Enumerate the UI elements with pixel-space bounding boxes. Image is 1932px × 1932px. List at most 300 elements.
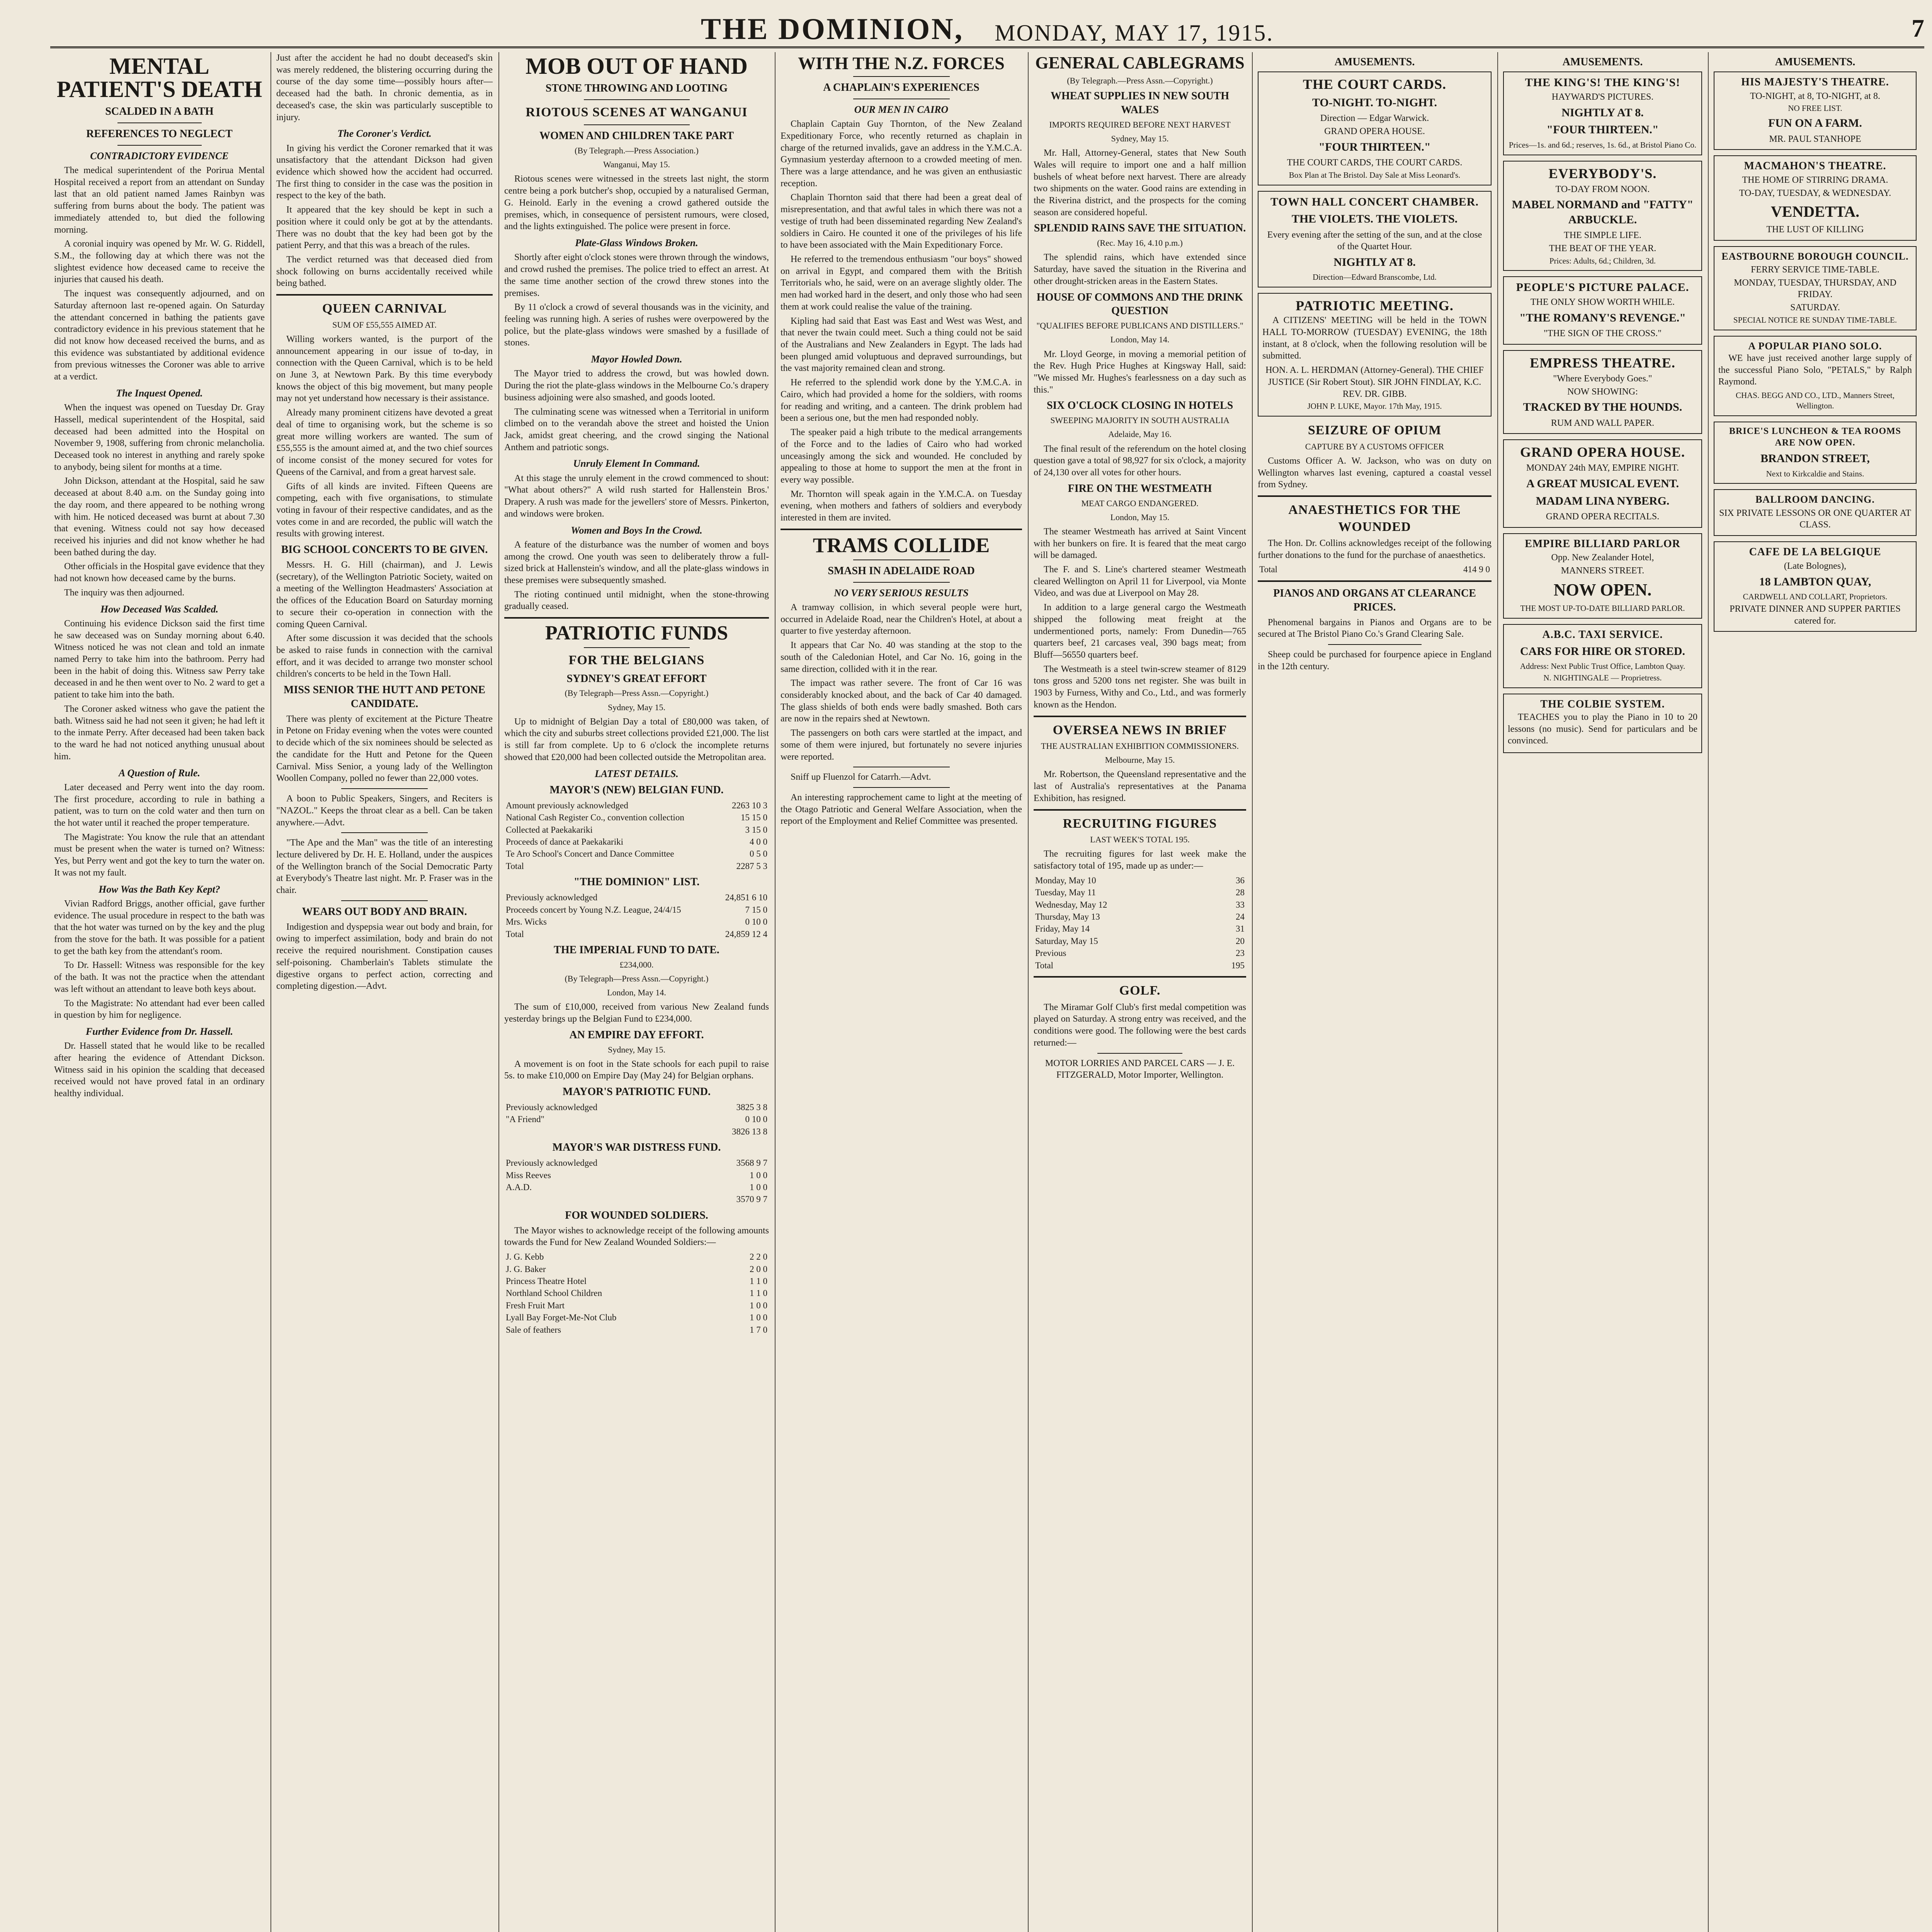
dateline: London, May 15. [1110, 512, 1170, 522]
advert-line: GRAND OPERA RECITALS. [1546, 511, 1660, 522]
advert-line: FUN ON A FARM. [1768, 117, 1862, 130]
article-paragraph: Continuing his evidence Dickson said the first time he saw deceased was on Sunday morning about 6.40. Witness noticed he was not clean and told an inmate named Perry to take him into the bathroom. Perry had been in the habit of doing this. Witness saw Perry take deceased in and he then went over to No. 2 ward to get a patient to take him into the bath. [54, 618, 265, 700]
dateline: London, May 14. [1110, 335, 1170, 345]
article-paragraph: Customs Officer A. W. Jackson, who was on duty on Wellington wharves last evening, captured a coastal vessel from Sydney. [1258, 456, 1492, 490]
donor-name: "A Friend" [506, 1114, 544, 1124]
advert-line: "FOUR THIRTEEN." [1318, 140, 1431, 153]
article-paragraph: Mr. Lloyd George, in moving a memorial petition of the Rev. Hugh Price Hughes at Kingsway Hall, said: "We missed Mr. Hughes's fearlessness on a day such as this." [1034, 349, 1246, 395]
table-total-row: Total 414 9 0 [1258, 563, 1492, 575]
donor-amount: 3 15 0 [745, 825, 767, 835]
advert-title: EASTBOURNE BOROUGH COUNCIL. [1721, 250, 1909, 262]
table-row [1034, 874, 1246, 886]
anaesthetics-table [1258, 563, 1492, 575]
advert-line: THE LUST OF KILLING [1766, 224, 1864, 235]
article-paragraph: The sum of £10,000, received from various New Zealand funds yesterday brings up the Belgian Fund to £234,000. [504, 1002, 769, 1024]
divider [1328, 644, 1422, 645]
deck: "QUALIFIES BEFORE PUBLICANS AND DISTILLERS." [1036, 321, 1243, 331]
divider [584, 647, 690, 648]
table-total-row: Total 2287 5 3 [504, 860, 769, 872]
advert-empress [1503, 350, 1702, 434]
advert-line: VENDETTA. [1770, 202, 1860, 220]
war-distress-table [504, 1157, 769, 1206]
table-row [504, 1263, 769, 1275]
advert-line: CHAS. BEGG AND CO., LTD., Manners Street, Wellington. [1735, 390, 1895, 410]
deck: OUR MEN IN CAIRO [854, 104, 949, 115]
advert-line: TO-DAY FROM NOON. [1555, 184, 1650, 194]
headline-queen-carnival: QUEEN CARNIVAL [322, 301, 447, 316]
advert-line: Address: Next Public Trust Office, Lambton Quay. [1520, 662, 1685, 671]
table-row [504, 811, 769, 823]
deck: SWEEPING MAJORITY IN SOUTH AUSTRALIA [1050, 415, 1230, 425]
dateline: London, May 14. [607, 988, 666, 998]
deck: SYDNEY'S GREAT EFFORT [566, 672, 707, 685]
advert-ballroom [1714, 489, 1917, 536]
column-rule [1708, 52, 1709, 1932]
recruit-day: Wednesday, May 12 [1035, 900, 1107, 910]
fund-heading: MAYOR'S (NEW) BELGIAN FUND. [549, 784, 724, 796]
donor-amount: 2 0 0 [750, 1264, 767, 1274]
advert-line: RUM AND WALL PAPER. [1551, 418, 1655, 428]
deck: SUM OF £55,555 AIMED AT. [332, 320, 437, 330]
advert-paragraph: Indigestion and dyspepsia wear out body and brain, for owing to imperfect assimilation, body and brain do not receive the required nourishment. Constipation causes self-poisoning. Chamberlain's Tablets stimulate the digestive organs to perfect action, correcting and completing digestion.—Advt. [276, 922, 493, 992]
table-total-row: Total 24,859 12 4 [504, 928, 769, 940]
article-paragraph: The Magistrate: You know the rule that an attendant must be present when the water is turned on? Witness: Yes, but Perry went and got the key to turn the water on. It was not my fault. [54, 832, 265, 878]
article-paragraph: In giving his verdict the Coroner remarked that it was unsatisfactory that the attendant Dickson had given evidence which showed how the accident had occurred. The first thing to consider in the case was the position in respect to the key of the bath. [276, 143, 493, 201]
recruit-count: 20 [1236, 936, 1245, 946]
recruit-count: 24 [1236, 912, 1245, 922]
table-row [504, 799, 769, 811]
advert-line: THE MOST UP-TO-DATE BILLIARD PARLOR. [1520, 604, 1685, 613]
subhead: SPLENDID RAINS SAVE THE SITUATION. [1034, 222, 1246, 235]
table-row [504, 1101, 769, 1113]
subhead: LATEST DETAILS. [595, 768, 679, 779]
byline: (By Telegraph.—Press Assn.—Copyright.) [1067, 76, 1213, 85]
headline-recruiting: RECRUITING FIGURES [1063, 816, 1217, 831]
advert-title: PEOPLE'S PICTURE PALACE. [1516, 281, 1689, 294]
article-paragraph: The recruiting figures for last week make the satisfactory total of 195, made up as under:— [1034, 849, 1246, 871]
column-6 [1254, 52, 1495, 1932]
article-paragraph: To Dr. Hassell: Witness was responsible for the key of the bath. It was not the practice when the attendant was left without an attendant to leave both keys about. [54, 960, 265, 994]
table-total-row: Total 195 [1034, 959, 1246, 971]
subhead: Plate-Glass Windows Broken. [575, 237, 698, 249]
table-row [504, 1299, 769, 1311]
advert-cafe-belgique [1714, 541, 1917, 632]
headline-cablegrams: GENERAL CABLEGRAMS [1035, 53, 1245, 72]
column-rule [1252, 52, 1253, 1932]
advert-line: GRAND OPERA HOUSE. [1324, 126, 1425, 137]
divider [1258, 495, 1492, 497]
donor-name: Mrs. Wicks [506, 917, 547, 927]
divider [117, 122, 202, 123]
deck: MEAT CARGO ENDANGERED. [1081, 498, 1199, 508]
table-row [504, 836, 769, 848]
table-row [504, 1251, 769, 1263]
fund-total: 24,859 12 4 [725, 929, 767, 939]
article-paragraph: He referred to the tremendous enthusiasm "our boys" showed on arrival in Egypt, and compared them with the British Territorials who, he said, were on an average slightly older. The men had worked hard in the desert, and only those who had seen them at work could realise the value of the training. [781, 254, 1022, 312]
donor-name: Miss Reeves [506, 1170, 551, 1180]
table-row [1034, 947, 1246, 959]
fund-heading: FOR WOUNDED SOLDIERS. [565, 1209, 708, 1221]
article-paragraph: The steamer Westmeath has arrived at Saint Vincent with her bunkers on fire. It is feared that the meat cargo will be damaged. [1034, 526, 1246, 561]
article-paragraph: Dr. Hassell stated that he would like to be recalled after hearing the evidence of Attendant Dickson. Witness said in his opinion the scalding that deceased received would not have proved fatal in an ordinary healthy individual. [54, 1041, 265, 1099]
subhead: Unruly Element In Command. [573, 458, 700, 469]
byline: (By Telegraph.—Press Association.) [575, 146, 699, 156]
table-row [504, 1287, 769, 1299]
article-paragraph: The Mayor tried to address the crowd, but was howled down. During the riot the plate-glass windows in the Melbourne Co.'s drapery business adjoining were also smashed, and goods looted. [504, 369, 769, 403]
divider [1034, 976, 1246, 978]
fund-total: 3826 13 8 [732, 1126, 767, 1136]
article-paragraph: The verdict returned was that deceased died from shock following on burns accidentally received while being bathed. [276, 255, 493, 289]
table-total-row [504, 1193, 769, 1205]
article-paragraph: The passengers on both cars were startled at the impact, and some of them were injured, but fortunately no severe injuries were reported. [781, 728, 1022, 762]
article-paragraph: A coronial inquiry was opened by Mr. W. G. Riddell, S.M., the following day at which there was not the slightest evidence how deceased came to receive the injuries that caused his death. [54, 239, 265, 285]
donor-name: Previously acknowledged [506, 1158, 597, 1168]
dominion-fund-table [504, 891, 769, 940]
donor-name: J. G. Kebb [506, 1252, 544, 1262]
advert-line: 18 LAMBTON QUAY, [1759, 575, 1871, 588]
advert-paragraph: MOTOR LORRIES AND PARCEL CARS — J. E. FITZGERALD, Motor Importer, Wellington. [1045, 1058, 1235, 1080]
advert-town-hall [1258, 191, 1492, 287]
recruit-day: Monday, May 10 [1035, 875, 1096, 885]
table-row [1034, 923, 1246, 935]
advert-court-cards [1258, 71, 1492, 185]
donor-amount: 2 2 0 [750, 1252, 767, 1262]
advert-eastbourne-ferry [1714, 246, 1917, 330]
article-paragraph: The speaker paid a high tribute to the medical arrangements of the Force and to the ladies of Cairo who had worked unceasingly among the sick and wounded. He concluded by appealing to those at home to support the men at the front in every way possible. [781, 427, 1022, 485]
advert-line: (Late Bolognes), [1784, 561, 1847, 571]
recruit-count: 28 [1236, 888, 1245, 898]
donor-name: Previously acknowledged [506, 893, 597, 903]
donor-amount: 1 0 0 [750, 1300, 767, 1310]
donor-amount: 24,851 6 10 [725, 893, 767, 903]
recruit-day: Previous [1035, 948, 1066, 958]
article-paragraph: The F. and S. Line's chartered steamer Westmeath cleared Wellington on April 11 for Liverpool, via Monte Video, and was due at Liverpool on May 28. [1034, 565, 1246, 599]
advert-billiard [1503, 533, 1702, 619]
advert-line: Box Plan at The Bristol. Day Sale at Miss Leonard's. [1289, 170, 1461, 180]
divider [504, 617, 769, 619]
article-paragraph: Messrs. H. G. Hill (chairman), and J. Lewis (secretary), of the Wellington Patriotic Society, waited on a meeting of the Wellington Headmasters' Association at the offices of the Education Board on Saturday morning to secure their co-operation in connection with the coming Queen Carnival. [276, 560, 493, 629]
article-paragraph: Later deceased and Perry went into the day room. The first procedure, according to rule in bathing a patient, was to turn on the cold water and then turn on the hot water until it reached the proper temperature. [54, 782, 265, 828]
headline-mob: MOB OUT OF HAND [525, 53, 748, 79]
recruit-day: Friday, May 14 [1035, 924, 1090, 934]
advert-line: MONDAY, TUESDAY, THURSDAY, AND FRIDAY. [1734, 277, 1896, 300]
advert-line: HON. A. L. HERDMAN (Attorney-General). THE CHIEF JUSTICE (Sir Robert Stout). SIR JOHN FINDLAY, K.C. REV. DR. GIBB. [1265, 365, 1484, 399]
advert-line: MANNERS STREET. [1561, 566, 1645, 576]
article-paragraph: Phenomenal bargains in Pianos and Organs are to be secured at The Bristol Piano Co.'s Grand Clearing Sale. [1258, 617, 1492, 639]
headline-golf: GOLF. [1119, 983, 1161, 998]
article-paragraph: Kipling had said that East was East and West was West, and that never the twain could meet. Such a thing could not be said of the Australians and New Zealanders in Egypt. The lads had been plunged amid voluptuous and depraved surroundings, but the vast majority remained clean and strong. [781, 316, 1022, 374]
article-paragraph: Mr. Robertson, the Queensland representative and the last of Australia's representatives at the Panama Exhibition, has resigned. [1034, 769, 1246, 803]
advert-title: EMPIRE BILLIARD PARLOR [1525, 537, 1680, 550]
headline-opium: SEIZURE OF OPIUM [1308, 423, 1442, 438]
article-paragraph: Chaplain Thornton said that there had been a great deal of misrepresentation, and that awful tales in which there was not a vestige of truth had been disseminated regarding New Zealand's soldiers in Cairo. He counted it one of the privileges of his life to have been associated with the Main Expeditionary Force. [781, 192, 1022, 250]
column-1 [50, 52, 269, 1932]
advert-line: Prices—1s. and 6d.; reserves, 1s. 6d., at Bristol Piano Co. [1509, 140, 1697, 150]
donor-amount: 0 10 0 [745, 917, 767, 927]
article-paragraph: A feature of the disturbance was the number of women and boys among the crowd. One youth was seen to deliberately throw a full-sized brick at Hallenstein's window, and all the plate-glass windows in these premises were subsequently smashed. [504, 539, 769, 585]
advert-title: A.B.C. TAXI SERVICE. [1542, 629, 1663, 641]
fund-heading: MAYOR'S PATRIOTIC FUND. [563, 1086, 711, 1098]
advert-line: THE ONLY SHOW WORTH WHILE. [1530, 297, 1675, 307]
donor-name: Previously acknowledged [506, 1102, 597, 1112]
article-paragraph: Willing workers wanted, is the purport of the announcement appearing in our issue of to-day, in connection with the Queen Carnival, which is to be held on June 3, at Newtown Park. By this time everybody knows the object of this big movement, but many people may not yet understand how necessary is their assistance. [276, 334, 493, 404]
fund-heading: THE IMPERIAL FUND TO DATE. [554, 944, 719, 956]
article-paragraph: The Coroner asked witness who gave the patient the bath. Witness said he had not seen it given; he had left it to the inmate Perry. After deceased had been taken back to the ward he had not noticed anything unusual about him. [54, 704, 265, 762]
advert-line: CARS FOR HIRE OR STORED. [1520, 645, 1685, 658]
donor-amount: 1 0 0 [750, 1182, 767, 1192]
article-paragraph: Shortly after eight o'clock stones were thrown through the windows, and crowd rushed the premises. The police tried to effect an arrest. At the same time another section of the crowd threw stones into the premises. [504, 252, 769, 298]
article-paragraph: Riotous scenes were witnessed in the streets last night, the storm centre being a pork butcher's shop, occupied by a naturalised German, G. Heinold. Early in the evening a crowd gathered outside the premises, which, in consequence of persistent rumours, were closed, and the lights extinguished. The police were present in force. [504, 174, 769, 232]
article-paragraph: The inquest was consequently adjourned, and on Saturday afternoon last re-opened again. On Saturday the attendant concerned in bathing the patients gave contradictory evidence in his previous statement that he did not know how deceased received the burns, and as this evidence was substantiated by additional evidence from previous witnesses the Coroner was able to arrive at a verdict. [54, 289, 265, 382]
page-number: 7 [1912, 14, 1924, 43]
headline-mental-patient: MENTAL PATIENT'S DEATH [56, 53, 262, 102]
advert-grand-opera [1503, 439, 1702, 527]
column-3 [500, 52, 773, 1932]
advert-title: THE COLBIE SYSTEM. [1540, 698, 1665, 711]
article-paragraph: A movement is on foot in the State schools for each pupil to raise 5s. to make £10,000 on Empire Day (May 24) for Belgian orphans. [504, 1059, 769, 1081]
deck: FOR THE BELGIANS [568, 653, 705, 668]
advert-taxi [1503, 624, 1702, 688]
recruit-count: 23 [1236, 948, 1245, 958]
donor-amount: 15 15 0 [741, 813, 767, 823]
column-rule [1028, 52, 1029, 1932]
advert-line: Every evening after the setting of the sun, and at the close of the Quartet Hour. [1267, 230, 1482, 252]
advert-title: A POPULAR PIANO SOLO. [1748, 340, 1882, 352]
table-row [504, 916, 769, 928]
subhead: SIX O'CLOCK CLOSING IN HOTELS [1046, 400, 1233, 412]
article-paragraph: The Hon. Dr. Collins acknowledges receipt of the following further donations to the fund for the purchase of anaesthetics. [1258, 538, 1492, 560]
byline: (By Telegraph—Press Assn.—Copyright.) [565, 688, 709, 698]
divider [584, 99, 690, 100]
article-paragraph: In addition to a large general cargo the Westmeath shipped the following meat freight at the undermentioned ports, namely: From Dunedin—765 quarters beef, 21 carcases veal, 390 bags meat; from Bluff—56550 quarters beef. [1034, 602, 1246, 660]
donor-amount: 2263 10 3 [732, 800, 767, 810]
table-row [1034, 886, 1246, 898]
column-rule [775, 52, 776, 1932]
table-row [504, 1113, 769, 1125]
article-paragraph: The rioting continued until midnight, when the stone-throwing gradually ceased. [504, 589, 769, 612]
article-paragraph: The final result of the referendum on the hotel closing question gave a total of 98,927 for six o'clock, a majority of 24,130 over all votes for other hours. [1034, 444, 1246, 478]
advert-line: TO-DAY, TUESDAY, & WEDNESDAY. [1739, 188, 1891, 198]
table-total-row [504, 1126, 769, 1138]
table-row [504, 848, 769, 860]
divider [781, 529, 1022, 530]
deck: SCALDED IN A BATH [105, 105, 214, 117]
advert-line: SATURDAY. [1790, 302, 1840, 313]
subhead: How Deceased Was Scalded. [100, 603, 219, 615]
subhead: Further Evidence from Dr. Hassell. [85, 1026, 233, 1037]
divider [584, 124, 690, 125]
advert-line: NIGHTLY AT 8. [1333, 255, 1416, 269]
table-row [504, 891, 769, 903]
advert-title: TOWN HALL CONCERT CHAMBER. [1270, 195, 1479, 208]
headline-trams-collide: TRAMS COLLIDE [813, 533, 990, 557]
donor-amount: 1 1 0 [750, 1288, 767, 1298]
advert-line: NOW SHOWING: [1567, 386, 1638, 397]
deck: SMASH IN ADELAIDE ROAD [828, 565, 975, 577]
advert-line: Direction — Edgar Warwick. [1320, 113, 1429, 124]
donor-name: Princess Theatre Hotel [506, 1276, 587, 1286]
subhead: A Question of Rule. [119, 767, 200, 779]
fund-sum: £234,000. [619, 959, 654, 969]
article-paragraph: Other officials in the Hospital gave evidence that they had not known how deceased came by the burns. [54, 561, 265, 584]
advert-line: PRIVATE DINNER AND SUPPER PARTIES catered for. [1730, 604, 1901, 626]
advert-line: THE HOME OF STIRRING DRAMA. [1742, 175, 1888, 185]
fund-heading: MAYOR'S WAR DISTRESS FUND. [552, 1141, 721, 1154]
advert-macmahons [1714, 155, 1917, 240]
article-paragraph: To the Magistrate: No attendant had ever been called in question by him for negligence. [54, 998, 265, 1020]
divider [276, 294, 493, 296]
donor-name: Te Aro School's Concert and Dance Committee [506, 849, 674, 859]
advert-line: TRACKED BY THE HOUNDS. [1523, 401, 1682, 414]
article-paragraph: There was plenty of excitement at the Picture Theatre in Petone on Friday evening when the votes were counted to decide which of the six nominees should be selected as the candidate for the Hutt and Petone for the Queen Carnival. Miss Senior, a young lady of the Wellington Woollen Company, polled no fewer than 22,000 votes. [276, 714, 493, 784]
article-paragraph: By 11 o'clock a crowd of several thousands was in the vicinity, and feeling was running high. A series of rushes were overpowered by the police, but the plate-glass windows were smashed by a fusillade of stones. [504, 302, 769, 348]
donor-amount: 1 0 0 [750, 1313, 767, 1323]
deck: LAST WEEK'S TOTAL 195. [1090, 835, 1190, 845]
deck: REFERENCES TO NEGLECT [86, 128, 233, 140]
advert-line: Direction—Edward Branscombe, Ltd. [1313, 272, 1437, 282]
donor-amount: 1 0 0 [750, 1170, 767, 1180]
article-paragraph: The medical superintendent of the Porirua Mental Hospital received a report from an attendant on Sunday last that an old patient named James Rainbyn was suffering from burns about the body. The patient was immediately attended to, but died the following morning. [54, 165, 265, 235]
recruit-count: 33 [1236, 900, 1245, 910]
fund-total: 414 9 0 [1463, 565, 1490, 575]
advert-line: N. NIGHTINGALE — Proprietress. [1543, 673, 1662, 683]
deck: CONTRADICTORY EVIDENCE [90, 150, 229, 162]
divider [1034, 716, 1246, 717]
headline-anaesthetics: ANAESTHETICS FOR THE WOUNDED [1288, 503, 1461, 534]
advert-line: "FOUR THIRTEEN." [1546, 123, 1659, 136]
headline-patriotic-funds: PATRIOTIC FUNDS [545, 622, 728, 645]
advert-kings [1503, 71, 1702, 155]
advert-his-majestys [1714, 71, 1917, 150]
advert-line: THE VIOLETS. THE VIOLETS. [1291, 213, 1458, 226]
advert-line: THE BEAT OF THE YEAR. [1549, 243, 1656, 253]
article-paragraph: When the inquest was opened on Tuesday Dr. Gray Hassell, medical superintendent of the Hospital, said deceased had been admitted into the Hospital on November 9, 1908, suffering from chronic melancholia. Deceased took no interest in anything and rarely spoke to anybody, being silent for months at a time. [54, 403, 265, 472]
belgian-fund-table [504, 799, 769, 872]
dateline: Sydney, May 15. [1111, 133, 1169, 143]
advert-line: "THE SIGN OF THE CROSS." [1543, 328, 1662, 338]
deck: CAPTURE BY A CUSTOMS OFFICER [1305, 441, 1444, 451]
column-rule [498, 52, 499, 1932]
article-paragraph: It appeared that the key should be kept in such a position where it could only be got at by the attendants. There was no doubt that the key had been got by the patient Perry, and that this was a breach of the rules. [276, 205, 493, 251]
donor-amount: 3568 9 7 [736, 1158, 767, 1168]
table-row [504, 1311, 769, 1323]
subhead: Mayor Howled Down. [591, 354, 682, 365]
dateline: Adelaide, May 16. [1108, 429, 1172, 439]
table-row [504, 1169, 769, 1181]
article-paragraph: Up to midnight of Belgian Day a total of £80,000 was taken, of which the city and suburbs street collections provided £21,000. The list is still far from complete. Up to 6 o'clock the incomplete returns showed that £20,000 had been collected outside the Metropolitan area. [504, 716, 769, 762]
table-row [1034, 911, 1246, 923]
dateline: Wanganui, May 15. [603, 160, 670, 170]
advert-paragraph: TEACHES you to play the Piano in 10 to 20 lessons (no music). Send for particulars and be convinced. [1508, 712, 1697, 746]
advert-colbie [1503, 694, 1702, 753]
article-paragraph: The culminating scene was witnessed when a Territorial in uniform climbed on to the verandah above the street and hoisted the Union Jack, amidst great cheering, and the crowd singing the National Anthem and patriotic songs. [504, 406, 769, 452]
advert-brices [1714, 422, 1917, 484]
article-paragraph: The splendid rains, which have extended since Saturday, have saved the situation in the Riverina and other drought-stricken areas in the Eastern States. [1034, 252, 1246, 286]
article-paragraph: Just after the accident he had no doubt deceased's skin was merely reddened, the blistering occurring during the course of the day some time—possibly hours after—deceased had the bath. In chronic dementia, as in deceased's case, the skin was particularly susceptible to injury. [276, 53, 493, 122]
column-8 [1710, 52, 1920, 1932]
advert-title: HIS MAJESTY'S THEATRE. [1741, 76, 1889, 88]
advert-line: CARDWELL AND COLLART, Proprietors. [1743, 592, 1888, 602]
issue-date: MONDAY, MAY 17, 1915. [995, 20, 1274, 46]
deck: A CHAPLAIN'S EXPERIENCES [823, 82, 980, 94]
dateline: Sydney, May 15. [608, 1044, 665, 1054]
subhead: HOUSE OF COMMONS AND THE DRINK QUESTION [1036, 291, 1243, 317]
divider [1258, 580, 1492, 582]
donor-name: Amount previously acknowledged [506, 800, 628, 810]
advert-line: SIX PRIVATE LESSONS OR ONE QUARTER AT CLASS. [1719, 508, 1911, 530]
divider [853, 787, 950, 788]
dateline: Melbourne, May 15. [1105, 755, 1175, 765]
column-rule [270, 52, 271, 1932]
advert-heading: WEARS OUT BODY AND BRAIN. [302, 905, 467, 918]
advert-title: GRAND OPERA HOUSE. [1520, 444, 1685, 460]
headline-pianos: PIANOS AND ORGANS AT CLEARANCE PRICES. [1273, 587, 1476, 613]
advert-everybodys [1503, 161, 1702, 271]
advert-title: THE COURT CARDS. [1303, 76, 1447, 92]
article-paragraph: Mr. Thornton will speak again in the Y.M.C.A. on Tuesday evening, when mothers and fathers of soldiers and everybody interested in them are invited. [781, 489, 1022, 523]
byline: (By Telegraph—Press Assn.—Copyright.) [565, 973, 709, 983]
section-heading: AMUSEMENTS. [1334, 56, 1415, 68]
fund-total: 2287 5 3 [736, 861, 767, 871]
advert-title: BRICE'S LUNCHEON & TEA ROOMS ARE NOW OPEN. [1729, 426, 1901, 448]
table-row [504, 1324, 769, 1336]
advert-line: SPECIAL NOTICE RE SUNDAY TIME-TABLE. [1733, 315, 1897, 325]
advert-line: JOHN P. LUKE, Mayor. 17th May, 1915. [1307, 401, 1442, 411]
donor-name: Proceeds of dance at Paekakariki [506, 837, 623, 847]
advert-line: A GREAT MUSICAL EVENT. [1526, 477, 1679, 490]
advert-paragraph: Sniff up Fluenzol for Catarrh.—Advt. [791, 772, 931, 782]
divider [341, 788, 428, 789]
donor-name: Lyall Bay Forget-Me-Not Club [506, 1313, 617, 1323]
article-paragraph: An interesting rapprochement came to light at the meeting of the Otago Patriotic and General Welfare Association, when the report of the Employment and Relief Committee was presented. [781, 792, 1022, 827]
advert-line: TO-NIGHT. TO-NIGHT. [1312, 96, 1437, 109]
article-paragraph: "The Ape and the Man" was the title of an interesting lecture delivered by Dr. H. E. Holland, under the auspices of the Wellington branch of the Social Democratic Party at Everybody's Theatre last night. Mr. P. Fraser was in the chair. [276, 838, 493, 896]
donor-amount: 4 0 0 [750, 837, 767, 847]
dateline: Sydney, May 15. [608, 702, 665, 712]
advert-line: FERRY SERVICE TIME-TABLE. [1751, 264, 1879, 275]
donor-amount: 0 10 0 [745, 1114, 767, 1124]
donor-amount: 1 7 0 [750, 1325, 767, 1335]
article-paragraph: Chaplain Captain Guy Thornton, of the New Zealand Expeditionary Force, who recently returned as chaplain in charge of the returned invalids, gave an address in the Y.M.C.A. Gymnasium yesterday afternoon to a crowded meeting of men. There was a large attendance, and he was given an enthusiastic reception. [781, 119, 1022, 189]
masthead [50, 8, 1924, 48]
column-4 [777, 52, 1026, 1932]
column-7 [1499, 52, 1706, 1932]
divider [853, 76, 950, 77]
recruiting-table [1034, 874, 1246, 972]
section-heading: AMUSEMENTS. [1562, 56, 1643, 68]
advert-line: THE COURT CARDS, THE COURT CARDS. [1287, 158, 1463, 168]
column-rule [1497, 52, 1498, 1932]
donor-amount: 3825 3 8 [736, 1102, 767, 1112]
donor-amount: 0 5 0 [750, 849, 767, 859]
advert-line: NIGHTLY AT 8. [1561, 106, 1644, 119]
divider [117, 145, 202, 146]
table-row [504, 1275, 769, 1287]
advert-title: CAFE DE LA BELGIQUE [1749, 546, 1881, 558]
table-row [504, 904, 769, 916]
divider [1097, 1053, 1182, 1054]
table-row [504, 824, 769, 836]
advert-piano-solo [1714, 336, 1917, 416]
article-paragraph: John Dickson, attendant at the Hospital, said he saw deceased at about 8.40 a.m. on the Sunday going into the day room, and there appeared to be nothing wrong with him. He noticed deceased was burnt at about 7.30 that evening. Witness could not say how deceased received his injuries and did not know whether he had been bathed during the day. [54, 476, 265, 558]
advert-title: PATRIOTIC MEETING. [1296, 298, 1454, 314]
advert-line: TO-NIGHT, at 8, TO-NIGHT, at 8. [1750, 91, 1881, 101]
donor-name: National Cash Register Co., convention collection [506, 813, 684, 823]
subhead: FIRE ON THE WESTMEATH [1068, 482, 1212, 495]
advert-paragraph: WE have just received another large supply of the successful Piano Solo, "PETALS," by Ralph Raymond. [1718, 353, 1912, 387]
article-paragraph: At this stage the unruly element in the crowd commenced to shout: "What about others?" A wild rush started for Hallenstein Bros.' Drapery. A rush was made for the jewellers' store of Messrs. Pinkerton, and windows were broken. [504, 473, 769, 519]
advert-line: MONDAY 24th MAY, EMPIRE NIGHT. [1526, 463, 1679, 473]
